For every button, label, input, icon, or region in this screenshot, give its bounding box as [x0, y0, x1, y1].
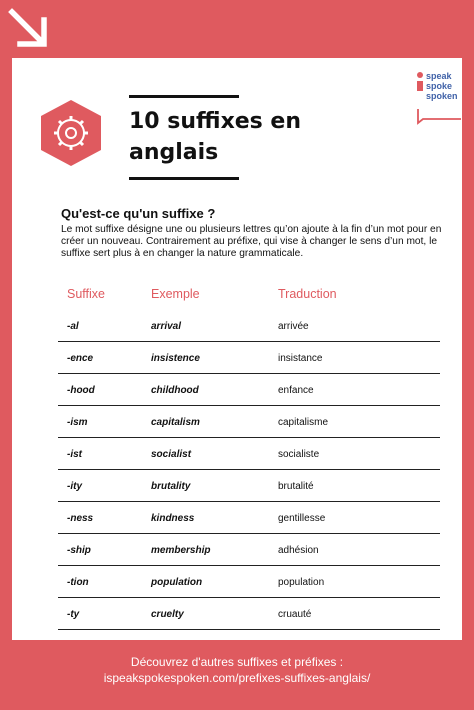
- brand-logo: [414, 70, 462, 130]
- translation-cell: enfance: [278, 385, 314, 396]
- table-header: [12, 287, 462, 305]
- example-cell: insistence: [151, 353, 200, 364]
- suffix-cell: -ness: [67, 513, 94, 524]
- table-row: [12, 310, 462, 342]
- translation-cell: brutalité: [278, 481, 314, 492]
- translation-cell: socialiste: [278, 449, 320, 460]
- logo-line-2: spoke: [426, 81, 453, 91]
- table-row: [12, 502, 462, 534]
- logo-line-3: spoken: [426, 91, 458, 101]
- footer-line-1: Découvrez d'autres suffixes et préfixes :: [130, 655, 344, 669]
- example-cell: cruelty: [151, 609, 184, 620]
- table-row: [12, 438, 462, 470]
- example-cell: arrival: [151, 321, 182, 332]
- logo-i-bar: [417, 81, 423, 91]
- suffix-cell: -ence: [67, 353, 94, 364]
- logo-text: [426, 71, 458, 101]
- page-title: [129, 106, 302, 168]
- suffix-table: [12, 310, 462, 630]
- example-cell: brutality: [151, 481, 191, 492]
- gear-cycle-icon: [36, 98, 106, 168]
- intro-description: Le mot suffixe désigne une ou plusieurs lettres qu’on ajoute à la fin d’un mot pour en créer un nouveau. Contrairement au préfixe, qui vise à changer le sens d’un mot, le suffixe sert plus à en changer la nature grammaticale.: [61, 224, 442, 259]
- translation-cell: arrivée: [278, 321, 309, 332]
- speech-bubble-icon: [417, 108, 463, 126]
- table-row: [12, 374, 462, 406]
- example-cell: childhood: [151, 385, 199, 396]
- row-divider: [58, 629, 440, 631]
- suffix-cell: -ism: [67, 417, 88, 428]
- translation-cell: adhésion: [278, 545, 319, 556]
- footer: [0, 654, 474, 686]
- footer-link[interactable]: ispeakspokespoken.com/prefixes-suffixes-anglais/: [103, 671, 371, 685]
- suffix-cell: -ty: [67, 609, 80, 620]
- translation-cell: capitalisme: [278, 417, 329, 428]
- example-cell: population: [151, 577, 203, 588]
- suffix-cell: -tion: [67, 577, 89, 588]
- intro-question: Qu'est-ce qu'un suffixe ?: [61, 206, 216, 221]
- example-cell: membership: [151, 545, 211, 556]
- suffix-cell: -ist: [67, 449, 82, 460]
- example-cell: capitalism: [151, 417, 200, 428]
- suffix-cell: -ity: [67, 481, 82, 492]
- translation-cell: gentillesse: [278, 513, 326, 524]
- header-exemple: Exemple: [151, 287, 200, 301]
- translation-cell: insistance: [278, 353, 323, 364]
- translation-cell: population: [278, 577, 325, 588]
- table-row: [12, 534, 462, 566]
- title-line-2: anglais: [129, 140, 219, 165]
- suffix-cell: -al: [67, 321, 79, 332]
- suffix-cell: -ship: [67, 545, 91, 556]
- table-row: [12, 470, 462, 502]
- table-row: [12, 598, 462, 630]
- arrow-down-right-icon: [6, 6, 52, 52]
- table-row: [12, 406, 462, 438]
- translation-cell: cruauté: [278, 609, 312, 620]
- example-cell: socialist: [151, 449, 192, 460]
- suffix-cell: -hood: [67, 385, 95, 396]
- title-line-1: 10 suffixes en: [129, 109, 302, 134]
- title-top-rule: [129, 95, 239, 98]
- title-block: [129, 95, 302, 180]
- logo-i-dot: [417, 72, 423, 78]
- table-row: [12, 342, 462, 374]
- header-traduction: Traduction: [278, 287, 337, 301]
- logo-line-1: speak: [426, 71, 452, 81]
- header-suffixe: Suffixe: [67, 287, 105, 301]
- example-cell: kindness: [151, 513, 195, 524]
- table-row: [12, 566, 462, 598]
- title-bottom-rule: [129, 177, 239, 180]
